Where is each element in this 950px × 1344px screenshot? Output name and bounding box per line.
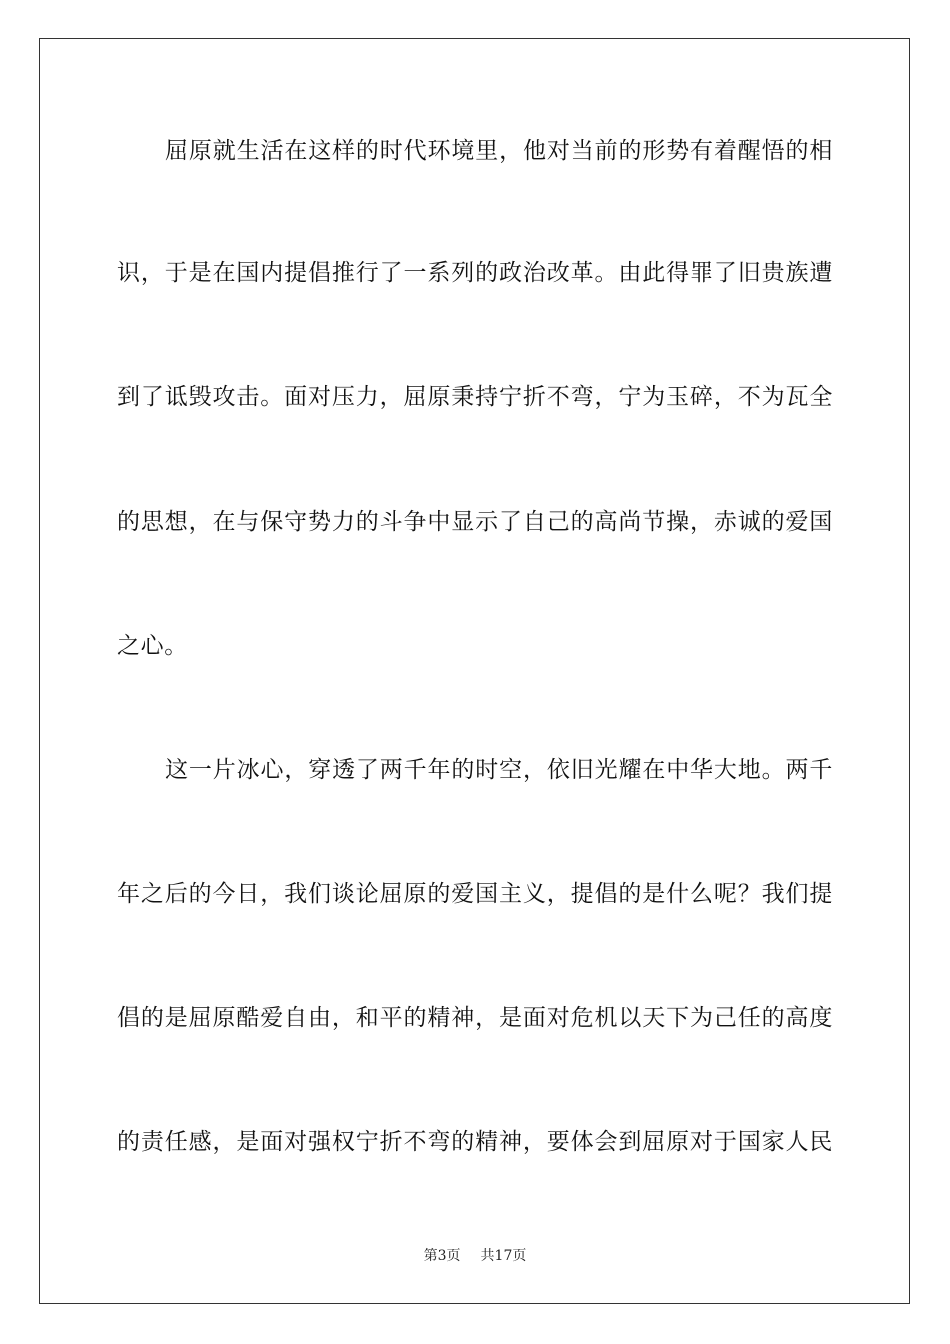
paragraph-1-line-5: 之心。 — [117, 633, 188, 659]
page-number: 第3页 — [423, 1248, 461, 1264]
paragraph-1-line-4: 的思想，在与保守势力的斗争中显示了自己的高尚节操，赤诚的爱国 — [117, 509, 833, 535]
paragraph-1-line-1: 屈原就生活在这样的时代环境里，他对当前的形势有着醒悟的相 — [165, 138, 833, 164]
paragraph-2-line-3: 倡的是屈原酷爱自由，和平的精神，是面对危机以天下为己任的高度 — [117, 1005, 833, 1031]
paragraph-1-line-3: 到了诋毁攻击。面对压力，屈原秉持宁折不弯，宁为玉碎，不为瓦全 — [117, 384, 833, 410]
paragraph-2-line-4: 的责任感，是面对强权宁折不弯的精神，要体会到屈原对于国家人民 — [117, 1129, 833, 1155]
page-border — [39, 38, 910, 1304]
page-footer — [0, 1247, 950, 1265]
paragraph-2-line-1: 这一片冰心，穿透了两千年的时空，依旧光耀在中华大地。两千 — [165, 757, 833, 783]
page-total: 共17页 — [480, 1248, 527, 1264]
paragraph-2-line-2: 年之后的今日，我们谈论屈原的爱国主义，提倡的是什么呢？我们提 — [117, 881, 833, 907]
paragraph-1-line-2: 识，于是在国内提倡推行了一系列的政治改革。由此得罪了旧贵族遭 — [117, 260, 833, 286]
